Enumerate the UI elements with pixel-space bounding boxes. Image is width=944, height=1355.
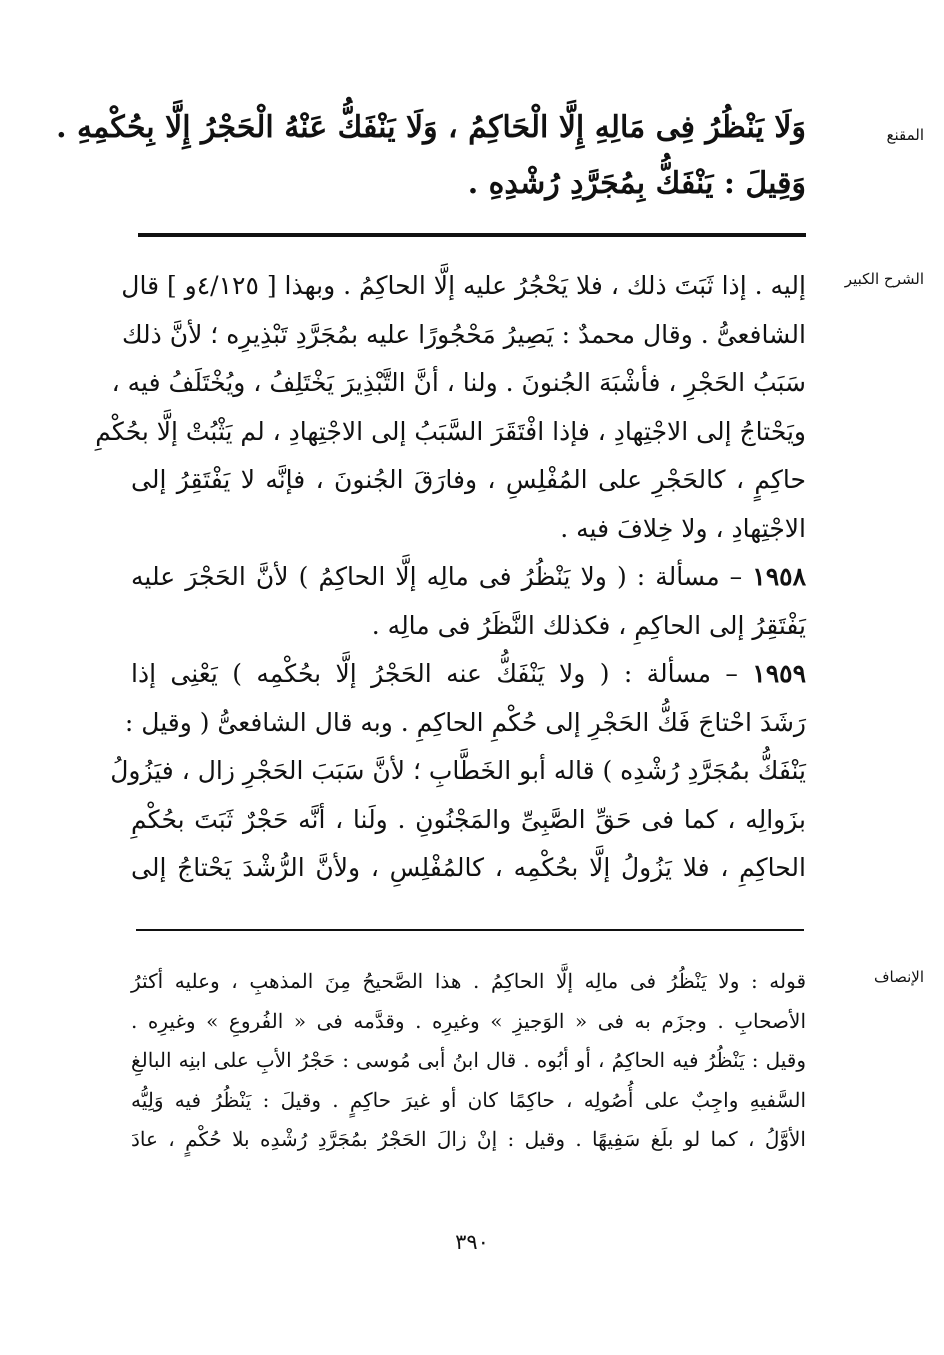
insaf-section (0, 962, 944, 1162)
sharh-line-5: حاكِمٍ ، كالحَجْرِ على المُفْلِسِ ، وفارَقَ الجُنونَ ، فإنَّه لا يَفْتَقِرُ إلى (131, 465, 806, 494)
masala-1958-text-1: – مسألة : ( ولا يَنْظُرُ فى مالِه إلَّا الحاكِمُ ) لأنَّ الحَجْرَ عليه (131, 562, 743, 591)
masala-1958-line-1 (131, 553, 806, 602)
sharh-line-3: سَبَبُ الحَجْرِ ، فأشْبَهَ الجُنونَ . ولنا ، أنَّ التَّبْذِيرَ يَخْتَلِفُ ، ويُخْتَلَفُ فيه ، (111, 368, 806, 397)
sharh-line-4: ويَحْتاجُ إلى الاجْتِهادِ ، فإذا افْتَقَرَ السَّبَبُ إلى الاجْتِهادِ ، لم يَثْبُتْ إلَّا بحُكْمِ (95, 416, 806, 446)
masala-1958-line-2: يَفْتَقِرُ إلى الحاكِمِ ، فكذلك النَّظَرُ فى مالِه . (371, 610, 806, 640)
insaf-line-2: الأصحابِ . وجزَم به فى « الوَجيزِ » وغيرِه . وقدَّمه فى « الفُروعِ » وغيرِه . (131, 1008, 806, 1033)
muqni-line-1: وَلَا يَنْظُرُ فِى مَالِهِ إِلَّا الْحَاكِمُ ، وَلَا يَنْفَكُّ عَنْهُ الْحَجْرُ إِلَّا بِحُكْمِهِ . (56, 110, 806, 145)
sharh-label: الشرح الكبير (844, 270, 924, 288)
insaf-line-5: الأوَّلُ ، كما لو بلَغ سَفِيهًا . وقيل : إنْ زالَ الحَجْرُ بمُجَرَّدِ رُشْدِه بلا حُكْمٍ ، عادَ (131, 1127, 806, 1151)
muqni-label: المقنع (886, 126, 924, 144)
muqni-text (56, 100, 806, 212)
section-divider-thick (138, 233, 806, 237)
insaf-line-3: وقيل : يَنْظُرُ فيه الحاكِمُ ، أو أبُوه . قال ابنُ أبى مُوسى : حَجْرُ الأبِ على ابنِه البالغِ (131, 1048, 806, 1072)
insaf-label: الإنصاف (873, 968, 924, 986)
section-divider-thin (136, 929, 804, 931)
masala-1959-line-1 (131, 650, 806, 699)
sharh-text (95, 262, 806, 893)
masala-1959-line-4: بزَوالِه ، كما فى حَقِّ الصَّبِىِّ والمَجْنُونِ . ولَنا ، أنَّه حَجْرٌ ثَبَتَ بحُكْمِ (131, 804, 806, 834)
sharh-line-2: الشافعىُّ . وقال محمدٌ : يَصِيرُ مَحْجُورًا عليه بمُجَرَّدِ تَبْذِيرِه ؛ لأنَّ ذلك (121, 319, 806, 349)
masala-1959-line-3: يَنْفَكُّ بمُجَرَّدِ رُشْدِه ) قاله أبو الخَطَّابِ ؛ لأنَّ سَبَبَ الحَجْرِ زال ، فيَزُولُ (110, 756, 806, 785)
insaf-line-1: قوله : ولا يَنْظُرُ فى مالِه إلَّا الحاكِمُ . هذا الصَّحيحُ مِنَ المذهبِ ، وعليه أكثرُ (131, 969, 806, 993)
masala-1959-line-2: رَشَدَ احْتاجَ فَكُّ الحَجْرِ إلى حُكْمِ الحاكِمِ . وبه قال الشافعىُّ ( وقيل : (124, 707, 806, 737)
masala-1959-number: ١٩٥٩ (752, 659, 806, 688)
masala-1958-number: ١٩٥٨ (752, 562, 806, 591)
sharh-section (0, 262, 944, 922)
masala-1959-line-5: الحاكِمِ ، فلا يَزُولُ إلَّا بحُكْمِه ، كالمُفْلِسِ ، ولأنَّ الرُّشْدَ يَحْتاجُ إلى (131, 853, 806, 882)
insaf-line-4: السَّفيهِ واجِبٌ على أُصُولِه ، حاكِمًا كان أو غيرَ حاكِمٍ . وقيلَ : يَنْظُرُ فيه وَلِيُّه (131, 1087, 806, 1112)
muqni-line-2: وَقِيلَ : يَنْفَكُّ بِمُجَرَّدِ رُشْدِهِ . (467, 166, 806, 201)
insaf-text (131, 962, 806, 1160)
masala-1959-text-1: – مسألة : ( ولا يَنْفَكُّ عنه الحَجْرُ إلَّا بحُكْمِه ) يَعْنِى إذا (131, 659, 738, 688)
sharh-line-6: الاجْتِهادِ ، ولا خِلافَ فيه . (560, 513, 806, 543)
sharh-line-1: إليه . إذا ثَبَتَ ذلك ، فلا يَحْجُرُ عليه إلَّا الحاكِمُ . وبهذا [ ٤/١٢٥و ] قال (121, 271, 806, 300)
page-number: ٣٩٠ (455, 1230, 489, 1254)
muqni-section (0, 100, 944, 220)
